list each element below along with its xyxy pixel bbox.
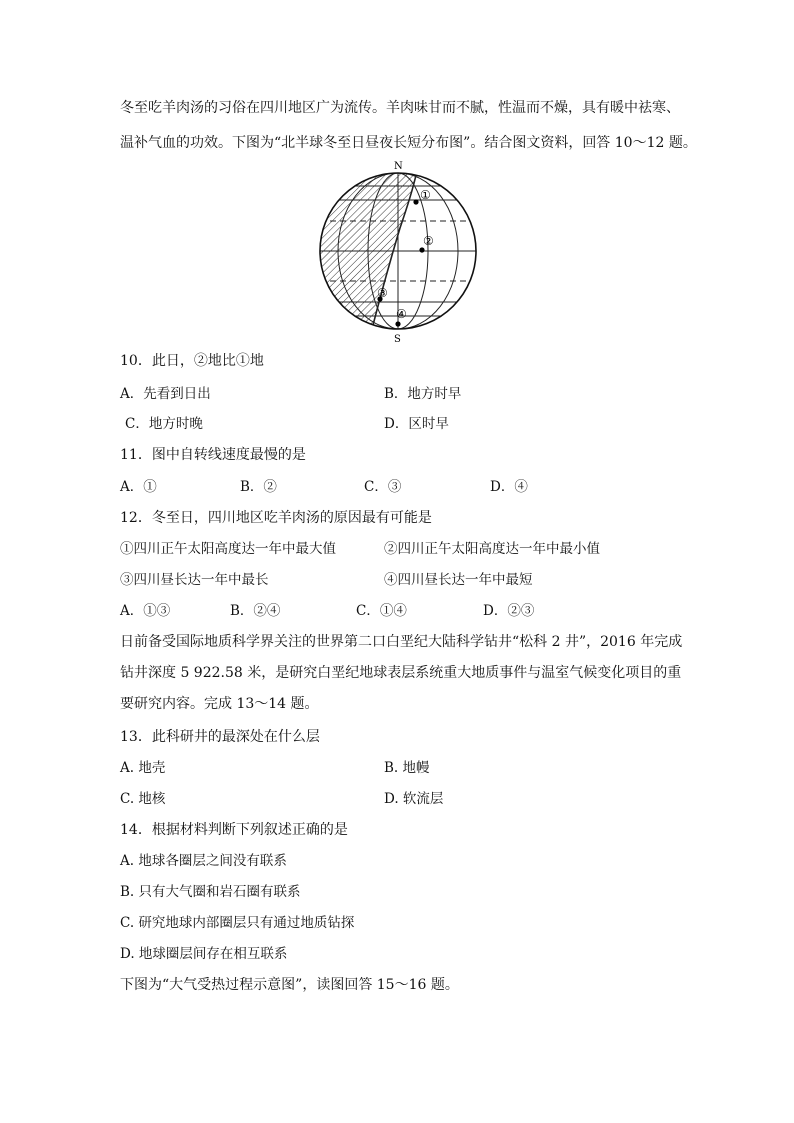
- intro1-line1: 冬至吃羊肉汤的习俗在四川地区广为流传。羊肉味甘而不腻，性温而不燥，具有暖中祛寒、: [120, 100, 680, 116]
- q12-option-b[interactable]: B．②④: [230, 603, 281, 619]
- q14-option-a[interactable]: A. 地球各圈层之间没有联系: [120, 853, 287, 869]
- q14-stem: 14．根据材料判断下列叙述正确的是: [120, 822, 348, 838]
- point-3-label: ③: [377, 286, 388, 300]
- q14-option-c[interactable]: C. 研究地球内部圈层只有通过地质钻探: [120, 915, 355, 931]
- q11-option-a[interactable]: A．①: [120, 479, 157, 495]
- q13-option-b[interactable]: B. 地幔: [384, 760, 430, 776]
- q12-stem: 12．冬至日，四川地区吃羊肉汤的原因最有可能是: [120, 510, 432, 526]
- intro2-line3: 要研究内容。完成 13～14 题。: [120, 696, 319, 712]
- q13-option-d[interactable]: D. 软流层: [384, 791, 444, 807]
- q12-statement-1: ①四川正午太阳高度达一年中最大值: [120, 541, 336, 557]
- q10-option-c[interactable]: C．地方时晚: [125, 416, 203, 432]
- intro1-line2: 温补气血的功效。下图为“北半球冬至日昼夜长短分布图”。结合图文资料，回答 10～12 题。: [120, 135, 697, 151]
- q12-statement-4: ④四川昼长达一年中最短: [384, 572, 533, 588]
- q13-option-c[interactable]: C. 地核: [120, 791, 166, 807]
- q10-stem: 10．此日，②地比①地: [120, 353, 264, 369]
- intro2-line1: 日前备受国际地质科学界关注的世界第二口白垩纪大陆科学钻井“松科 2 井”，2016 年完成: [120, 634, 683, 650]
- q10-option-b[interactable]: B．地方时早: [384, 386, 462, 402]
- q12-option-d[interactable]: D．②③: [483, 603, 535, 619]
- q10-option-a[interactable]: A．先看到日出: [120, 386, 211, 402]
- q11-option-d[interactable]: D．④: [490, 479, 528, 495]
- q13-option-a[interactable]: A. 地壳: [120, 760, 166, 776]
- q12-option-c[interactable]: C．①④: [356, 603, 407, 619]
- q14-option-d[interactable]: D. 地球圈层间存在相互联系: [120, 946, 288, 962]
- q12-option-a[interactable]: A．①③: [120, 603, 171, 619]
- solstice-globe-figure: [310, 158, 486, 344]
- q14-option-b[interactable]: B. 只有大气圈和岩石圈有联系: [120, 884, 301, 900]
- q11-option-b[interactable]: B．②: [240, 479, 277, 495]
- point-2-label: ②: [423, 234, 434, 248]
- point-2: [419, 247, 424, 252]
- intro3-line1: 下图为“大气受热过程示意图”，读图回答 15～16 题。: [120, 977, 459, 993]
- point-4: [395, 321, 400, 326]
- q12-statement-2: ②四川正午太阳高度达一年中最小值: [384, 541, 600, 557]
- q10-option-d[interactable]: D．区时早: [384, 416, 449, 432]
- point-1: [413, 199, 418, 204]
- q13-stem: 13．此科研井的最深处在什么层: [120, 729, 320, 745]
- q11-stem: 11．图中自转线速度最慢的是: [120, 447, 306, 463]
- q11-option-c[interactable]: C．③: [364, 479, 402, 495]
- south-label: S: [394, 334, 401, 344]
- north-label: N: [394, 161, 403, 172]
- q12-statement-3: ③四川昼长达一年中最长: [120, 572, 269, 588]
- intro2-line2: 钻井深度 5 922.58 米，是研究白垩纪地球表层系统重大地质事件与温室气候变化项目的重: [120, 665, 682, 681]
- point-4-label: ④: [396, 307, 407, 321]
- point-1-label: ①: [420, 188, 431, 202]
